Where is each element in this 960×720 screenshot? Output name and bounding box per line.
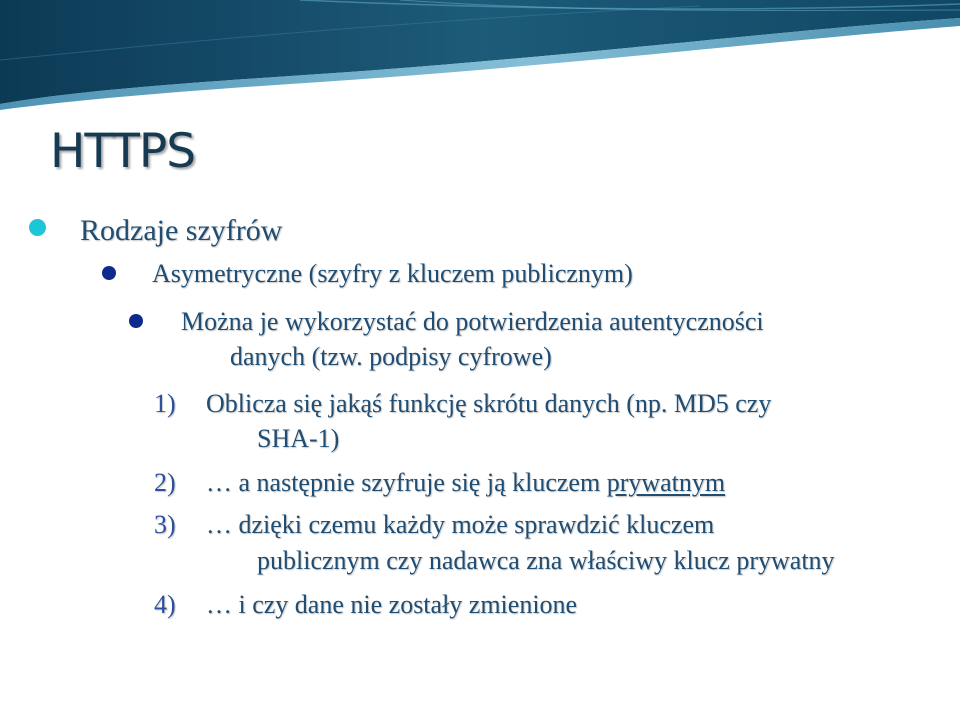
step-3-line1: … dzięki czemu każdy może sprawdzić kluczem [206, 510, 715, 539]
bullet-asymetryczne: Asymetryczne (szyfry z kluczem publicznym) [152, 259, 633, 288]
step-2-underlined-word: prywatnym [606, 468, 726, 497]
step-2-text-plain: … a następnie szyfruje się ją kluczem [206, 468, 607, 497]
bullet-rodzaje-szyfrow: Rodzaje szyfrów [80, 214, 283, 247]
step-number: 4) [154, 590, 176, 619]
header-banner [0, 0, 960, 110]
bullet-mozna-line1: Można je wykorzystać do potwierdzenia autentyczności [181, 307, 764, 336]
step-number: 3) [154, 510, 176, 539]
step-1-line2: SHA-1) [257, 424, 340, 453]
step-number: 2) [154, 468, 176, 497]
bullet-mozna-line2: danych (tzw. podpisy cyfrowe) [230, 342, 552, 371]
step-2-text [206, 468, 725, 498]
step-3-line2: publicznym czy nadawca zna właściwy klucz prywatny [257, 546, 835, 575]
step-number: 1) [154, 389, 176, 418]
step-1-line1: Oblicza się jakąś funkcję skrótu danych (np. MD5 czy [206, 389, 772, 418]
bullet-dot [129, 314, 143, 328]
slide-title: HTTPS [50, 124, 196, 179]
bullet-dot [102, 266, 116, 280]
step-4-text: … i czy dane nie zostały zmienione [206, 590, 578, 619]
bullet-dot [29, 219, 46, 236]
